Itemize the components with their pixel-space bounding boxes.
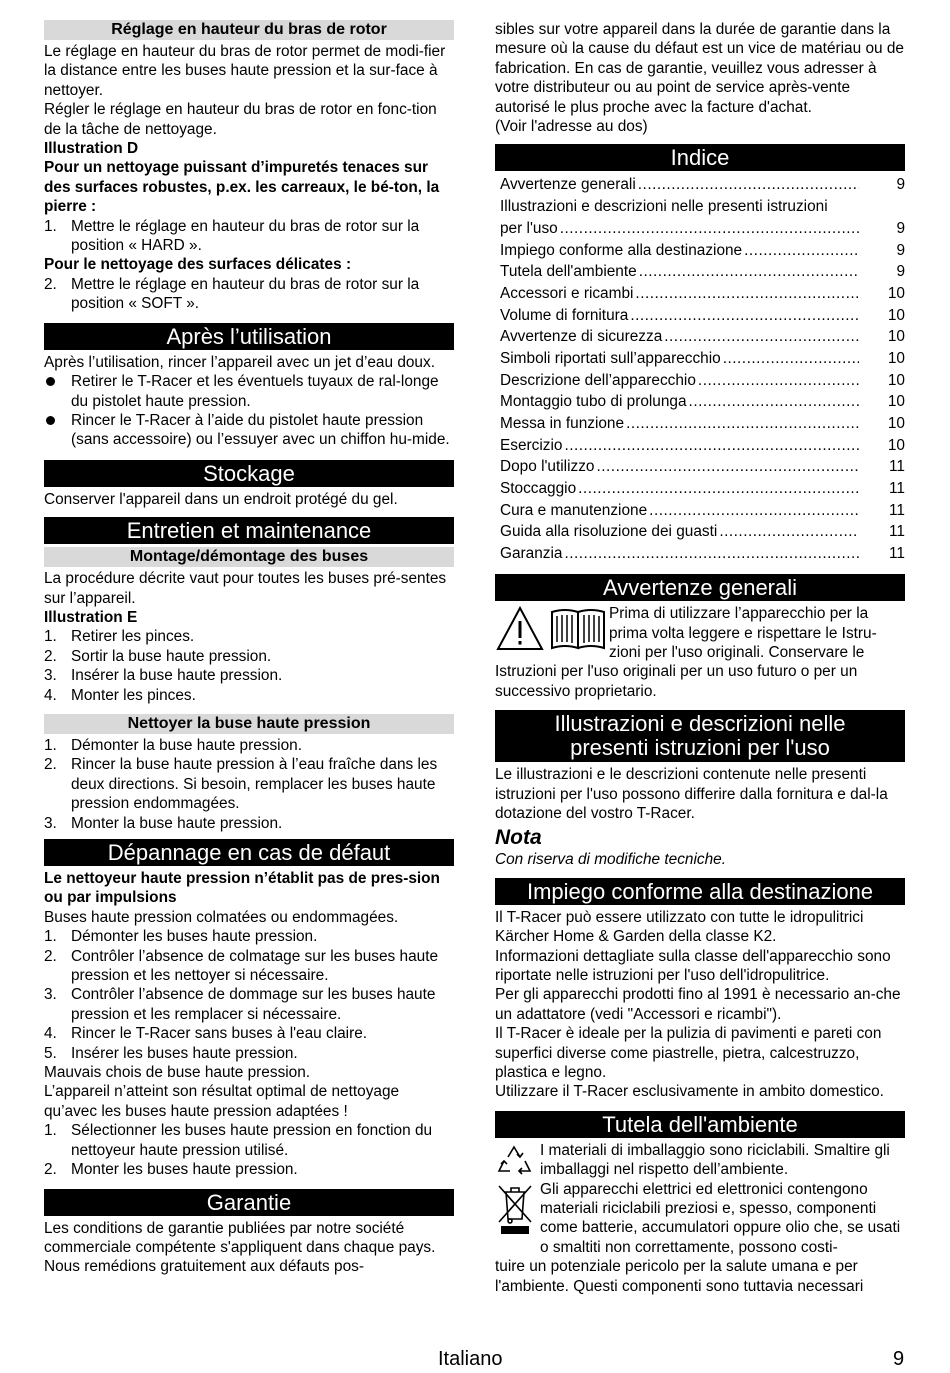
list-item: 2. Rincer la buse haute pression à l’eau fraîche dans les deux directions. Si besoin, remplacer les buses haute pression endommagées. — [44, 756, 438, 813]
paragraph: L’appareil n’atteint son résultat optimal de nettoyage qu’avec les buses haute pression adaptées ! — [44, 1083, 400, 1120]
toc-leader-dots — [698, 371, 859, 390]
toc-page-number: 11 — [889, 523, 905, 541]
toc-page-number: 10 — [887, 393, 905, 411]
list-item: 1. Retirer les pinces. — [44, 628, 195, 646]
toc-label: Montaggio tubo di prolunga — [500, 393, 687, 411]
toc-entry — [500, 476, 905, 498]
toc-leader-dots — [723, 349, 859, 368]
icon-group — [495, 604, 607, 657]
paragraph: (Voir l'adresse au dos) — [495, 118, 648, 136]
list-item: 2. Sortir la buse haute pression. — [44, 647, 272, 665]
toc-page-number: 11 — [889, 501, 905, 519]
section-heading-troubleshooting: Dépannage en cas de défaut — [44, 839, 454, 866]
toc-page-number: 10 — [887, 328, 905, 346]
toc-leader-dots — [630, 306, 859, 325]
section-heading-illustrations — [495, 710, 905, 762]
list-item: 4. Monter les pinces. — [44, 686, 196, 704]
paragraph: Le réglage en hauteur du bras de rotor permet de modi-fier la distance entre les buses haute pression et la sur-face à nettoyer. — [44, 43, 446, 99]
paragraph: Mauvais chois de buse haute pression. — [44, 1064, 311, 1082]
crossed-bin-icon — [495, 1182, 535, 1236]
section-heading-index: Indice — [495, 144, 905, 171]
toc-label: Avvertenze di sicurezza — [500, 328, 663, 346]
toc-page-number: 10 — [887, 436, 905, 454]
toc-page-number: 9 — [896, 176, 905, 194]
list-item: 2. Contrôler l’absence de colmatage sur les buses haute pression et les nettoyer si nécessaire. — [44, 947, 439, 985]
toc-label: Volume di fornitura — [500, 306, 629, 324]
paragraph: Conserver l'appareil dans un endroit protégé du gel. — [44, 490, 398, 508]
toc-label: Descrizione dell’apparecchio — [500, 371, 696, 389]
paragraph: Per gli apparecchi prodotti fino al 1991 è necessario an-che un adattatore (vedi "Accessori e ricambi"). — [495, 986, 901, 1023]
list-item: 1. Démonter les buses haute pression. — [44, 928, 318, 946]
toc-entry — [500, 260, 905, 282]
warning-triangle-icon — [498, 608, 542, 649]
toc-entry — [500, 303, 905, 325]
list-item: 2. Monter les buses haute pression. — [44, 1161, 298, 1179]
toc-leader-dots — [564, 544, 859, 563]
toc-leader-dots — [639, 262, 859, 281]
toc-leader-dots — [638, 175, 859, 194]
toc-entry — [500, 455, 905, 477]
section-heading-general-notes: Avvertenze generali — [495, 574, 905, 601]
paragraph: La procédure décrite vaut pour toutes les buses pré-sentes sur l’appareil. — [44, 570, 447, 607]
table-of-contents — [495, 175, 905, 563]
toc-entry — [500, 238, 905, 260]
list-item: 3. Insérer la buse haute pression. — [44, 667, 283, 685]
toc-entry — [500, 411, 905, 433]
toc-page-number: 11 — [889, 480, 905, 498]
illustration-label: Illustration D — [44, 140, 139, 158]
weee-block — [495, 1180, 905, 1258]
right-column — [495, 20, 905, 1296]
toc-label: Impiego conforme alla destinazione — [500, 241, 743, 259]
toc-entry — [500, 325, 905, 347]
list-item: 5. Insérer les buses haute pression. — [44, 1044, 298, 1062]
toc-page-number: 10 — [887, 371, 905, 389]
toc-entry — [500, 520, 905, 542]
bold-paragraph: Pour le nettoyage des surfaces délicates : — [44, 256, 352, 274]
general-notes-block — [495, 604, 905, 662]
list-item: 3. Contrôler l’absence de dommage sur les buses haute pression et les remplacer si nécessaire. — [44, 986, 436, 1023]
toc-page-number: 10 — [887, 306, 905, 324]
paragraph: Utilizzare il T-Racer esclusivamente in ambito domestico. — [495, 1083, 884, 1101]
toc-label: Esercizio — [500, 436, 563, 454]
bullet-item: Retirer le T-Racer et les éventuels tuyaux de ral-longe du pistolet haute pression. — [44, 372, 454, 411]
paragraph: Istruzioni per l'uso originali per un uso futuro o per un successivo proprietario. — [495, 663, 858, 700]
toc-label: Guida alla risoluzione dei guasti — [500, 523, 718, 541]
illustration-label: Illustration E — [44, 608, 138, 626]
recycling-block — [495, 1141, 905, 1180]
toc-leader-dots — [664, 327, 859, 346]
toc-label: Tutela dell'ambiente — [500, 263, 637, 281]
toc-leader-dots — [560, 219, 859, 238]
toc-page-number: 9 — [896, 219, 905, 237]
toc-label: Simboli riportati sull’apparecchio — [500, 349, 721, 367]
left-column — [44, 20, 454, 1277]
paragraph: Régler le réglage en hauteur du bras de rotor en fonc-tion de la tâche de nettoyage. — [44, 101, 437, 138]
toc-page-number: 10 — [887, 284, 905, 302]
toc-leader-dots — [719, 522, 859, 541]
paragraph: tuire un potenziale pericolo per la salute umana e per l'ambiente. Questi componenti sono tuttavia necessari — [495, 1258, 864, 1295]
footer-language: Italiano — [438, 1348, 503, 1370]
toc-label: Stoccaggio — [500, 480, 577, 498]
toc-entry — [500, 216, 905, 238]
heading-line: presenti istruzioni per l'uso — [570, 735, 830, 761]
toc-page-number: 10 — [887, 415, 905, 432]
bold-paragraph: Le nettoyeur haute pression n’établit pas de pres-sion ou par impulsions — [44, 870, 440, 907]
toc-page-number: 11 — [889, 545, 905, 563]
toc-leader-dots — [689, 392, 859, 411]
toc-label: Cura e manutenzione — [500, 501, 648, 519]
note-text: Con riserva di modifiche tecniche. — [495, 851, 726, 869]
list-item: 2. Mettre le réglage en hauteur du bras de rotor sur la position « SOFT ». — [44, 275, 420, 313]
list-item: 1. Mettre le réglage en hauteur du bras de rotor sur la position « HARD ». — [44, 217, 420, 255]
paragraph: Après l’utilisation, rincer l’appareil avec un jet d’eau doux. — [44, 353, 435, 371]
manual-book-icon — [552, 610, 604, 648]
toc-leader-dots — [649, 501, 859, 520]
recycling-icon — [495, 1143, 535, 1179]
toc-leader-dots — [744, 241, 859, 260]
toc-label: Avvertenze generali — [500, 176, 636, 194]
list-item: 1. Démonter la buse haute pression. — [44, 736, 302, 754]
toc-entry — [500, 433, 905, 455]
section-heading-warranty: Garantie — [44, 1189, 454, 1216]
paragraph: Le illustrazioni e le descrizioni contenute nelle presenti istruzioni per l'uso possono differire dalla fornitura e dal-la dotazione del vostro T-Racer. — [495, 766, 888, 822]
list-item: 1. Sélectionner les buses haute pression en fonction du nettoyeur haute pression utilisé. — [44, 1122, 433, 1159]
toc-label: per l'uso — [500, 219, 558, 237]
heading-line: Illustrazioni e descrizioni nelle — [554, 711, 846, 737]
toc-label: Accessori e ricambi — [500, 284, 634, 302]
toc-entry — [500, 541, 905, 563]
section-heading-environment: Tutela dell'ambiente — [495, 1111, 905, 1138]
toc-page-number: 9 — [896, 241, 905, 259]
toc-entry — [500, 194, 905, 216]
paragraph: sibles sur votre appareil dans la durée de garantie dans la mesure où la cause du défaut est un vice de matériau ou de fabrication. En cas de garantie, veuillez vous adresser à votre distributeur ou au point de service après-vente autorisé le plus proche avec la facture d'achat. — [495, 21, 904, 116]
toc-label: Garanzia — [500, 545, 563, 563]
toc-leader-dots — [596, 457, 859, 476]
toc-entry — [500, 390, 905, 412]
section-heading-storage: Stockage — [44, 460, 454, 487]
toc-entry — [500, 346, 905, 368]
subsection-heading-clean-nozzle: Nettoyer la buse haute pression — [44, 714, 454, 734]
toc-page-number: 11 — [889, 458, 905, 476]
toc-label: Illustrazioni e descrizioni nelle presenti istruzioni — [500, 198, 828, 216]
toc-label: Messa in funzione — [500, 415, 625, 432]
subsection-heading-nozzles: Montage/démontage des buses — [44, 547, 454, 567]
toc-entry — [500, 368, 905, 390]
bullet-item: Rincer le T-Racer à l’aide du pistolet haute pression (sans accessoire) ou l’essuyer avec un chiffon hu-mide. — [44, 411, 454, 450]
toc-entry — [500, 498, 905, 520]
note-title: Nota — [495, 826, 542, 850]
section-heading-after-use: Après l’utilisation — [44, 323, 454, 350]
paragraph: I materiali di imballaggio sono riciclabili. Smaltire gli imballaggi nel rispetto dell’ambiente. — [540, 1141, 890, 1179]
paragraph: Prima di utilizzare l’apparecchio per la prima volta leggere e rispettare le Istru-zioni per l'uso originali. Conservare le — [609, 605, 877, 661]
section-heading-rotor-height: Réglage en hauteur du bras de rotor — [44, 20, 454, 40]
paragraph: Buses haute pression colmatées ou endommagées. — [44, 908, 399, 926]
toc-page-number: 10 — [887, 349, 905, 367]
toc-leader-dots — [626, 414, 859, 433]
page-number: 9 — [893, 1348, 905, 1370]
toc-leader-dots — [635, 284, 859, 303]
toc-leader-dots — [578, 479, 859, 498]
paragraph: Les conditions de garantie publiées par notre société commerciale compétente s'appliquent dans chaque pays. Nous remédions gratuitement aux défauts pos- — [44, 1219, 436, 1276]
section-heading-intended-use: Impiego conforme alla destinazione — [495, 878, 905, 905]
section-heading-maintenance: Entretien et maintenance — [44, 517, 454, 544]
paragraph: Il T-Racer è ideale per la pulizia di pavimenti e pareti con superfici diverse come piastrelle, pietra, calcestruzzo, plastica e legno. — [495, 1025, 882, 1082]
paragraph: Informazioni dettagliate sulla classe dell'apparecchio sono riportate nelle istruzioni per l'uso dell'idropulitrice. — [495, 947, 891, 984]
paragraph: Il T-Racer può essere utilizzato con tutte le idropulitrici Kärcher Home & Garden della classe K2. — [495, 908, 864, 946]
toc-entry — [500, 175, 905, 194]
toc-page-number: 9 — [896, 263, 905, 281]
toc-label: Dopo l'utilizzo — [500, 458, 595, 476]
list-item: 3. Monter la buse haute pression. — [44, 814, 283, 832]
list-item: 4. Rincer le T-Racer sans buses à l'eau claire. — [44, 1025, 368, 1043]
toc-leader-dots — [564, 436, 859, 455]
bold-paragraph: Pour un nettoyage puissant d’impuretés tenaces sur des surfaces robustes, p.ex. les carreaux, le bé-ton, la pierre : — [44, 159, 440, 216]
toc-entry — [500, 281, 905, 303]
paragraph: Gli apparecchi elettrici ed elettronici contengono materiali riciclabili preziosi e, spesso, componenti come batterie, accumulatori oppure olio che, se usati o smaltiti non correttamente, possono costi- — [540, 1180, 901, 1256]
